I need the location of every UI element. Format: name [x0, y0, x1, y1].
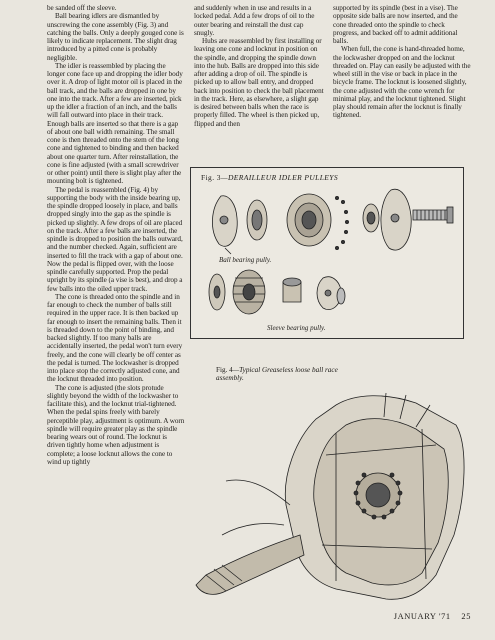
figure-4-number: Fig. 4 — [216, 366, 233, 374]
ball-bearing-label: Ball bearing pully. — [219, 256, 272, 264]
sleeve-bearing-label: Sleeve bearing pully. — [267, 324, 326, 332]
paragraph: and suddenly when in use and results in a locked pedal. Add a few drops of oil to the outer bearing and reinstall the dust cap snugly. — [194, 4, 315, 37]
paragraph: Hubs are reassembled by first installing or leaving one cone and locknut in position on the spindle, and dropping the spindle down into the hub. Balls are dropped into this side after adding a drop of oil. The spindle is picked up to allow ball entry, and dropped back into position to check the ball placement in the track. Here, as elsewhere, a slight gap is desired between balls when the race is properly filled. The wheel is then picked up, flipped and then — [194, 37, 324, 128]
paragraph: The pedal is reassembled (Fig. 4) by supporting the body with the inside bearing up, the spindle dropped loosely in place, and balls dropped singly into the gap as the spindle is picked up slightly. A few drops of oil are placed on the track. After a few balls are inserted, the spindle is dropped to position the balls outward, and the number checked. Again, sufficient are inserted to fill the track with a gap of about one. Now the pedal is flipped over, with the loose spindle carefully supported. Prop the pedal upright by its spindle (a vise is best), and drop a few balls into the oiled upper track. — [47, 185, 183, 293]
paragraph: When full, the cone is hand-threaded home, the lockwasher dropped on and the locknut threaded on. Play can easily be adjusted with the wheel still in the vise or back in place in the bicycle frame. The locknut is loosened slightly, the cone adjusted with the cone wrench for minimal play, and the locknut tightened. Slight play should remain after the locknut is finally tightened. — [333, 45, 471, 120]
paragraph: supported by its spindle (best in a vise). The opposite side balls are now inserted, and the cone threaded onto the spindle to check progress, and backed off to admit additional balls. — [333, 4, 458, 45]
figure-3-number: Fig. 3 — [201, 173, 221, 182]
page-number: 25 — [461, 612, 471, 621]
text-column-1 — [47, 4, 185, 604]
page-footer — [394, 612, 471, 621]
text-column-3 — [333, 4, 471, 174]
text-column-2 — [194, 4, 324, 174]
paragraph: The cone is threaded onto the spindle and in far enough to check the number of balls still required in the upper race. It is then backed up far enough to insert the remaining balls. Then it is threaded down to the point of binding, and backed slightly. If too many balls are accidentally inserted, the pedal won't turn every freely, and the cone will clearly be off center as the pedal is turned. The lockwasher is dropped into place stop the correctly adjusted cone, and the locknut threaded into position. — [47, 292, 183, 384]
figure-3-title: —DERAILLEUR IDLER PULLEYS — [220, 173, 338, 182]
figure-4-caption — [216, 366, 346, 382]
idler-pulleys-illustration — [191, 168, 463, 338]
figure-4-text: —Typical Greaseless loose ball race assembly. — [216, 366, 338, 383]
paragraph: Ball bearing idlers are dismantled by unscrewing the cone assembly (Fig. 3) and catching the balls. Only a deeply gouged cone is likely to indicate replacement. The slight drag introduced by a pitted cone is probably negligible. — [47, 12, 184, 62]
paragraph: The idler is reassembled by placing the longer cone face up and dropping the idler body over it. A drop of light motor oil is placed in the ball track, and the balls are dropped in one by one into the track. After a few are inserted, pick up the idler a fraction of an inch, and the balls will fall outward into place in their track. Enough balls are inserted so that there is a gap of about one ball width remaining. The small cone is then threaded onto the stem of the long cone and tightened to binding and then backed about one quarter turn. After reinstallation, the cone is fine adjusted (with a small screwdriver or other point) until there is slight play after the mounting bolt is tightened. — [47, 61, 183, 186]
paragraph: The cone is adjusted (the slots protude slightly beyond the width of the lockwasher to facilitate this), and the locknut trial-tightened. When the pedal spins freely with barely perceptible play, adjustment is optimum. A worn spindle will require greater play as the spindle bearing wears out of round. The locknut is driven tightly home when adjustment is complete; a loose locknut allows the cone to wind up tightly — [47, 383, 185, 466]
figure-3-box — [190, 167, 464, 339]
paragraph: be sanded off the sleeve. — [47, 4, 117, 12]
issue-date: JANUARY '71 — [393, 612, 451, 621]
pedal-assembly-illustration — [186, 385, 482, 610]
